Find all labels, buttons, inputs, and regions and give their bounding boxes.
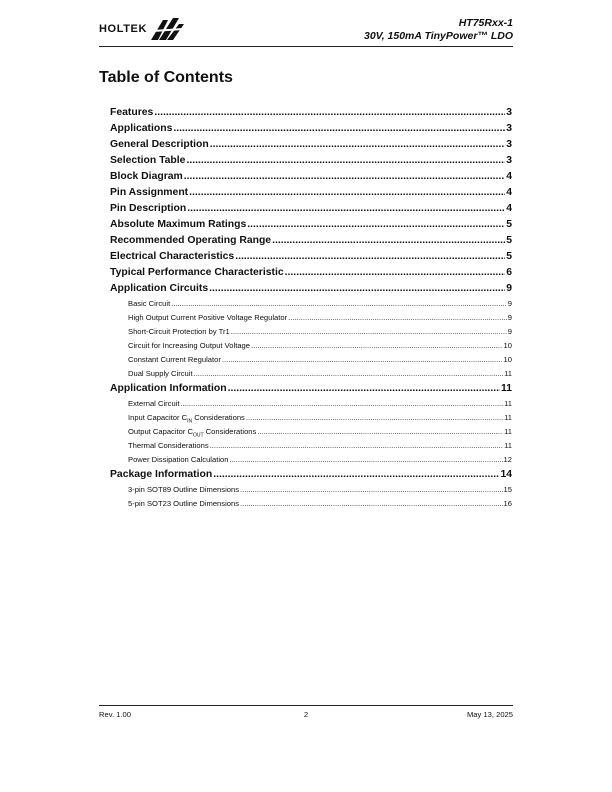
- toc-entry-text: Features: [110, 107, 154, 118]
- toc-leader-dots: [240, 483, 503, 497]
- toc-entry[interactable]: [110, 153, 512, 169]
- toc-leader-dots: [288, 311, 507, 325]
- toc-leader-dots: [210, 439, 503, 453]
- toc-subentry[interactable]: [110, 425, 512, 439]
- toc-entry-text: Pin Assignment: [110, 187, 189, 198]
- toc-entry-text: Output Capacitor C: [128, 427, 193, 436]
- toc-entry-text: Input Capacitor C: [128, 413, 188, 422]
- toc-page-number: 3: [506, 155, 512, 166]
- toc-entry-title: [128, 353, 221, 367]
- toc-page-number: 14: [500, 469, 512, 480]
- toc-entry-subscript: IN: [187, 418, 193, 425]
- toc-entry-title: [128, 439, 209, 453]
- toc-page-number: 11: [504, 427, 512, 436]
- toc-entry-text: Constant Current Regulator: [128, 355, 221, 364]
- toc-entry-text: Block Diagram: [110, 171, 183, 182]
- toc-page-number: 9: [507, 313, 512, 322]
- toc-leader-dots: [184, 169, 505, 185]
- toc-page-number: 15: [503, 485, 512, 494]
- toc-entry-text: Electrical Characteristics: [110, 251, 235, 262]
- toc-page-number: 11: [504, 413, 512, 422]
- toc-entry[interactable]: [110, 249, 512, 265]
- toc-page-number: 11: [501, 383, 512, 394]
- toc-entry-title: [128, 411, 245, 425]
- toc-page-number: 5: [506, 219, 512, 230]
- toc-entry[interactable]: [110, 281, 512, 297]
- toc-entry-title: [128, 325, 230, 339]
- toc-entry-title: [128, 339, 250, 353]
- toc-entry-title: [110, 265, 284, 281]
- holtek-logo: [99, 16, 185, 42]
- toc-page-number: 3: [506, 123, 512, 134]
- toc-entry-title: [110, 249, 234, 265]
- toc-entry-text: Short-Circuit Protection by Tr1: [128, 327, 230, 336]
- toc-page-number: 9: [506, 283, 512, 294]
- logo-text: HOLTEK: [99, 23, 148, 35]
- toc-entry[interactable]: [110, 121, 512, 137]
- toc-entry-text: Circuit for Increasing Output Voltage: [128, 341, 250, 350]
- toc-entry[interactable]: [110, 185, 512, 201]
- toc-leader-dots: [222, 353, 503, 367]
- page-footer: [99, 705, 513, 720]
- toc-entry-text: Recommended Operating Range: [110, 235, 272, 246]
- toc-page-number: 4: [506, 171, 512, 182]
- date-label: May 13, 2025: [466, 710, 513, 719]
- toc-page-number: 9: [507, 299, 512, 308]
- part-number: HT75Rxx-1: [458, 17, 513, 29]
- toc-page-number: 11: [504, 369, 512, 378]
- product-subtitle: 30V, 150mA TinyPower™ LDO: [363, 30, 513, 42]
- toc-entry-title: [110, 121, 172, 137]
- toc-leader-dots: [231, 325, 507, 339]
- toc-entry-title: [110, 185, 188, 201]
- toc-entry-title: [110, 137, 209, 153]
- toc-subentry[interactable]: [110, 311, 512, 325]
- page-title: Table of Contents: [99, 69, 233, 86]
- toc-entry-text: Pin Description: [110, 203, 187, 214]
- toc-leader-dots: [187, 201, 505, 217]
- toc-leader-dots: [154, 105, 505, 121]
- toc-subentry[interactable]: [110, 411, 512, 425]
- toc-leader-dots: [272, 233, 505, 249]
- toc-entry-text: High Output Current Positive Voltage Regulator: [128, 313, 288, 322]
- toc-leader-dots: [210, 137, 505, 153]
- toc-leader-dots: [247, 217, 505, 233]
- toc-entry-title: [128, 397, 179, 411]
- toc-entry[interactable]: [110, 217, 512, 233]
- toc-page-number: 6: [506, 267, 512, 278]
- toc-entry-title: [128, 483, 239, 497]
- toc-entry-title: [110, 169, 183, 185]
- page-header: [99, 14, 513, 47]
- toc-subentry[interactable]: [110, 497, 512, 511]
- toc-subentry[interactable]: [110, 483, 512, 497]
- toc-leader-dots: [173, 121, 505, 137]
- toc-entry-subscript: OUT: [193, 432, 204, 439]
- toc-entry-text: Dual Supply Circuit: [128, 369, 193, 378]
- toc-entry-text: Power Dissipation Calculation: [128, 455, 229, 464]
- toc-page-number: 12: [503, 455, 512, 464]
- toc-entry-title: [110, 233, 271, 249]
- holtek-wing-icon: [149, 16, 185, 42]
- toc-entry-text: General Description: [110, 139, 209, 150]
- toc-entry-title: [110, 217, 246, 233]
- toc-entry[interactable]: [110, 169, 512, 185]
- toc-leader-dots: [285, 265, 506, 281]
- toc-page-number: 9: [507, 327, 512, 336]
- toc-entry[interactable]: [110, 381, 512, 397]
- toc-leader-dots: [194, 367, 504, 381]
- toc-entry-title: [110, 201, 186, 217]
- toc-subentry[interactable]: [110, 339, 512, 353]
- toc-entry[interactable]: [110, 265, 512, 281]
- toc-page-number: 11: [504, 399, 512, 408]
- toc-entry-title: [110, 381, 227, 397]
- toc-leader-dots: [246, 411, 503, 425]
- toc-entry-text: Typical Performance Characteristic: [110, 267, 284, 278]
- toc-page-number: 3: [506, 107, 512, 118]
- toc-leader-dots: [228, 381, 500, 397]
- toc-entry-title: [110, 153, 185, 169]
- toc-entry-title: [128, 453, 228, 467]
- toc-subentry[interactable]: [110, 297, 512, 311]
- toc-entry-text: External Circuit: [128, 399, 180, 408]
- toc-page-number: 11: [504, 441, 512, 450]
- toc-entry-title: [128, 297, 170, 311]
- toc-entry-text: 5-pin SOT23 Outline Dimensions: [128, 499, 240, 508]
- header-title-block: [364, 17, 513, 43]
- toc-subentry[interactable]: [110, 325, 512, 339]
- toc-entry[interactable]: [110, 467, 512, 483]
- toc-page-number: 10: [503, 355, 512, 364]
- table-of-contents: [110, 105, 512, 511]
- toc-entry-text: Basic Circuit: [128, 299, 171, 308]
- toc-entry-text: Applications: [110, 123, 173, 134]
- toc-entry-title: [128, 425, 256, 439]
- toc-entry[interactable]: [110, 201, 512, 217]
- toc-leader-dots: [186, 153, 505, 169]
- toc-leader-dots: [189, 185, 505, 201]
- toc-page-number: 5: [506, 235, 512, 246]
- toc-entry-title: [110, 467, 212, 483]
- toc-leader-dots: [257, 425, 503, 439]
- toc-entry-title: [128, 311, 287, 325]
- toc-entry-text-after: Considerations: [203, 427, 257, 436]
- toc-entry-text: Absolute Maximum Ratings: [110, 219, 247, 230]
- toc-page-number: 3: [506, 139, 512, 150]
- toc-entry[interactable]: [110, 137, 512, 153]
- toc-subentry[interactable]: [110, 439, 512, 453]
- toc-entry-text: Selection Table: [110, 155, 186, 166]
- toc-page-number: 10: [503, 341, 512, 350]
- toc-page-number: 16: [503, 499, 512, 508]
- toc-entry[interactable]: [110, 105, 512, 121]
- toc-entry-text: Package Information: [110, 469, 213, 480]
- toc-entry[interactable]: [110, 233, 512, 249]
- toc-entry-text: Application Information: [110, 383, 227, 394]
- toc-leader-dots: [180, 397, 503, 411]
- page-number: 2: [303, 710, 309, 719]
- toc-page-number: 5: [506, 251, 512, 262]
- toc-leader-dots: [209, 281, 505, 297]
- toc-entry-text-after: Considerations: [192, 413, 245, 422]
- toc-leader-dots: [235, 249, 505, 265]
- toc-subentry[interactable]: [110, 353, 512, 367]
- toc-entry-text: Application Circuits: [110, 283, 209, 294]
- toc-page-number: 4: [506, 187, 512, 198]
- toc-entry-title: [128, 367, 193, 381]
- toc-leader-dots: [229, 453, 502, 467]
- toc-leader-dots: [171, 297, 507, 311]
- toc-leader-dots: [251, 339, 503, 353]
- toc-leader-dots: [213, 467, 499, 483]
- revision-label: Rev. 1.00: [99, 710, 131, 719]
- toc-page-number: 4: [506, 203, 512, 214]
- toc-leader-dots: [240, 497, 503, 511]
- toc-entry-text: Thermal Considerations: [128, 441, 209, 450]
- toc-subentry[interactable]: [110, 397, 512, 411]
- toc-entry-text: 3-pin SOT89 Outline Dimensions: [128, 485, 240, 494]
- toc-entry-title: [128, 497, 239, 511]
- toc-entry-title: [110, 105, 153, 121]
- toc-entry-title: [110, 281, 208, 297]
- toc-subentry[interactable]: [110, 453, 512, 467]
- toc-subentry[interactable]: [110, 367, 512, 381]
